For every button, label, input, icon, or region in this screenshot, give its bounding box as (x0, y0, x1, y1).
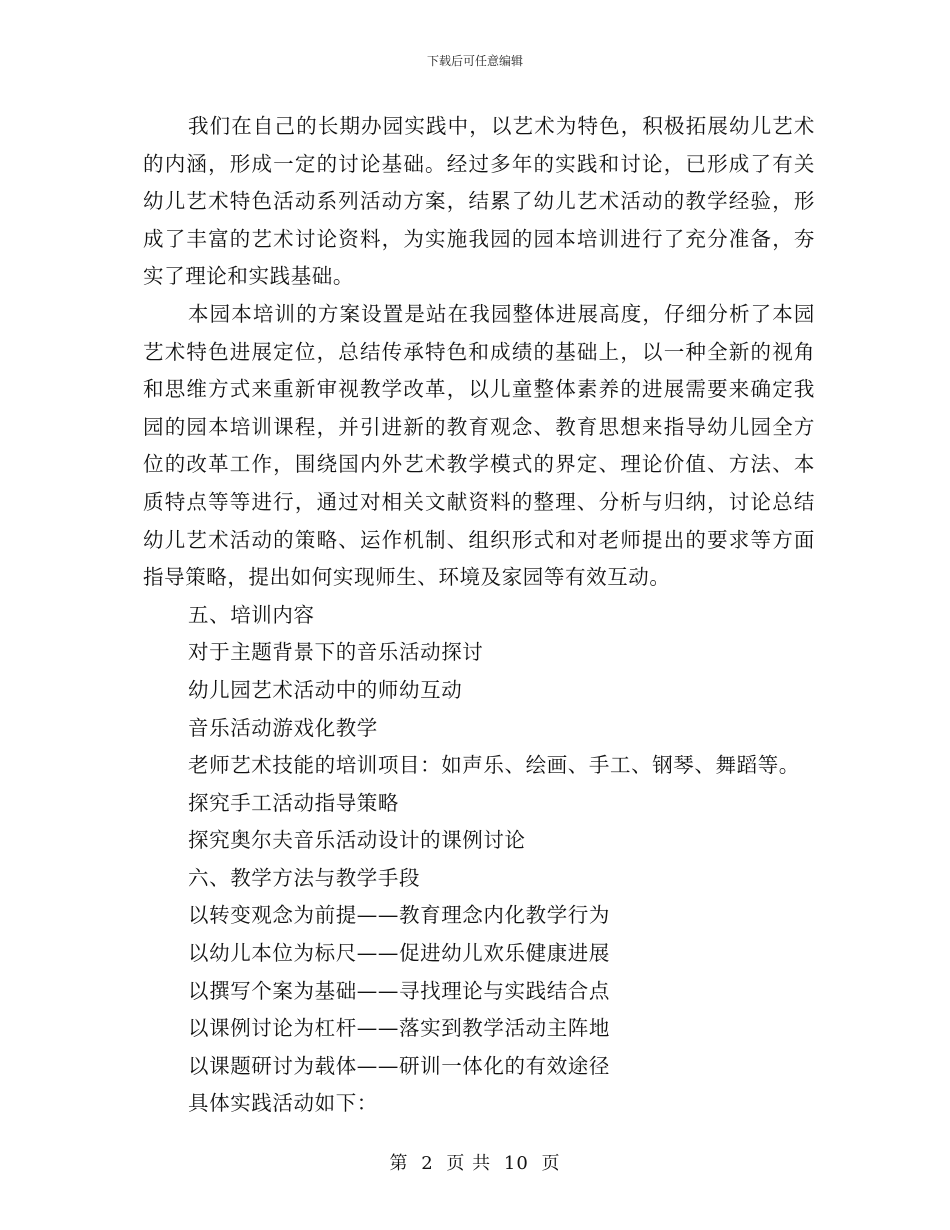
total-pages-number: 10 (503, 1153, 529, 1174)
list-item: 以撰写个案为基础——寻找理论与实践结合点 (188, 978, 610, 1003)
paragraph-1: 我们在自己的长期办园实践中，以艺术为特色，积极拓展幼儿艺术的内涵，形成一定的讨论基础。经过多年的实践和讨论，已形成了有关幼儿艺术特色活动系列活动方案，结累了幼儿艺术活动的教学经验，形成了丰富的艺术讨论资料，为实施我园的园本培训进行了充分准备，夯实了理论和实践基础。 (143, 114, 815, 289)
list-item: 对于主题背景下的音乐活动探讨 (188, 640, 484, 665)
list-item: 音乐活动游戏化教学 (188, 715, 378, 740)
list-item: 以课例讨论为杠杆——落实到教学活动主阵地 (188, 1016, 610, 1041)
paragraph-2: 本园本培训的方案设置是站在我园整体进展高度，仔细分析了本园艺术特色进展定位，总结传承特色和成绩的基础上，以一种全新的视角和思维方式来重新审视教学改革，以儿童整体素养的进展需要来确定我园的园本培训课程，并引进新的教育观念、教育思想来指导幼儿园全方位的改革工作，围绕国内外艺术教学模式的界定、理论价值、方法、本质特点等等进行，通过对相关文献资料的整理、分析与归纳，讨论总结幼儿艺术活动的策略、运作机制、组织形式和对老师提出的要求等方面指导策略，提出如何实现师生、环境及家园等有效互动。 (143, 301, 815, 590)
page-footer (0, 1152, 950, 1176)
page-number-suffix: 页 (541, 1153, 561, 1174)
list-item: 探究手工活动指导策略 (188, 790, 399, 815)
page-header: 下载后可任意编辑 (426, 54, 523, 68)
list-item: 探究奥尔夫音乐活动设计的课例讨论 (188, 828, 526, 853)
section-heading-teaching-methods: 六、教学方法与教学手段 (188, 865, 421, 890)
document-body (143, 108, 815, 1123)
list-item: 幼儿园艺术活动中的师幼互动 (188, 677, 463, 702)
page-number-prefix: 第 (389, 1153, 409, 1174)
current-page-number: 2 (421, 1153, 434, 1174)
list-item: 以课题研讨为载体——研训一体化的有效途径 (188, 1053, 610, 1078)
section-heading-training-content: 五、培训内容 (188, 602, 315, 627)
list-item: 老师艺术技能的培训项目：如声乐、绘画、手工、钢琴、舞蹈等。 (188, 753, 800, 778)
list-item: 以转变观念为前提——教育理念内化教学行为 (188, 903, 610, 928)
list-item: 具体实践活动如下： (188, 1091, 378, 1116)
page-number-middle: 页 共 (446, 1153, 492, 1174)
list-item: 以幼儿本位为标尺——促进幼儿欢乐健康进展 (188, 941, 610, 966)
